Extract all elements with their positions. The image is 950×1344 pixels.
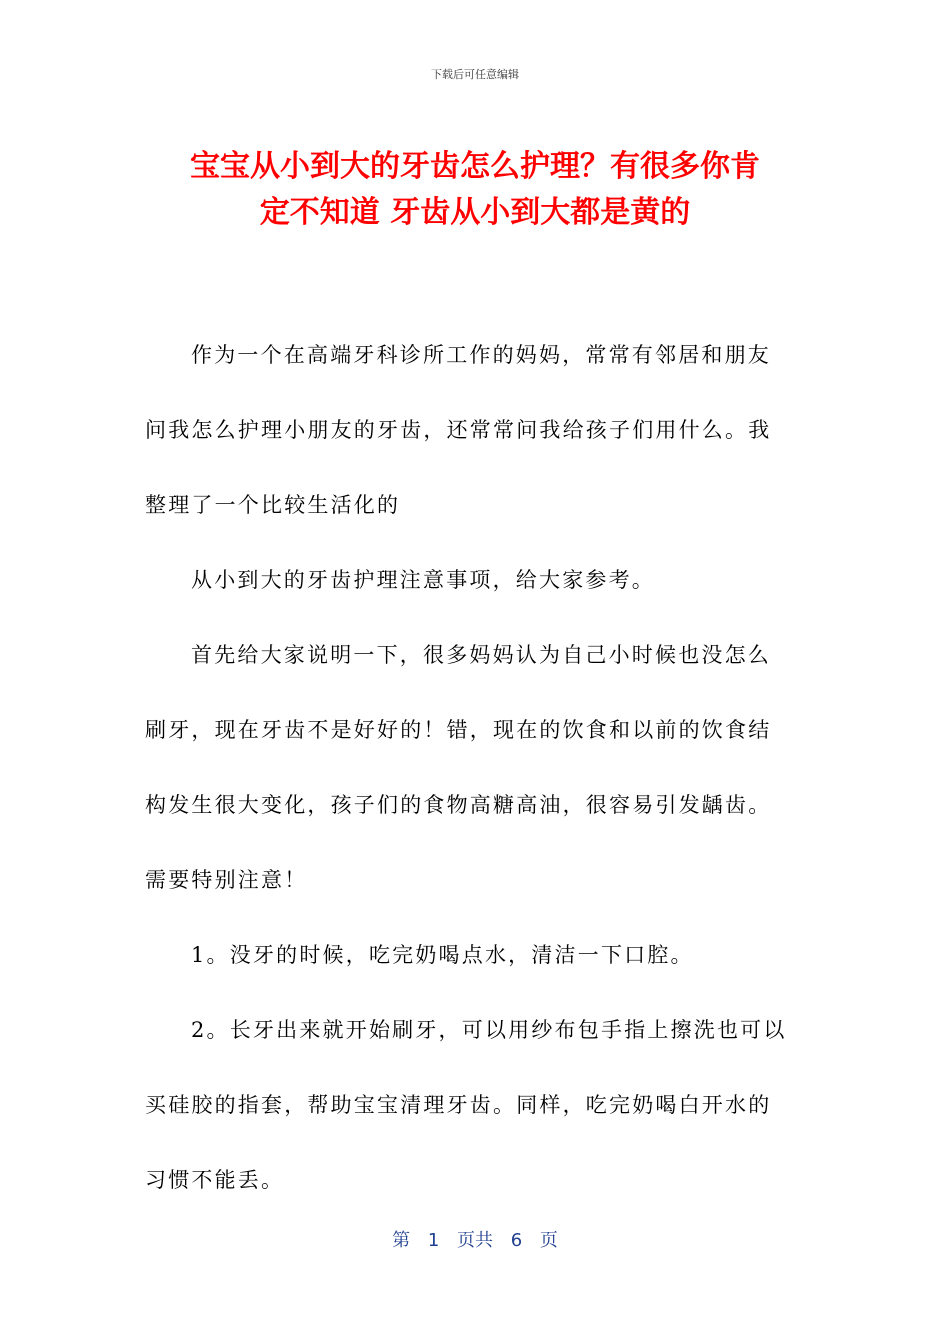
body-line: 作为一个在高端牙科诊所工作的妈妈，常常有邻居和朋友 [191, 343, 771, 367]
body-line: 刷牙，现在牙齿不是好好的！错，现在的饮食和以前的饮食结 [145, 718, 772, 742]
page-number-footer [0, 1226, 950, 1252]
body-line: 首先给大家说明一下，很多妈妈认为自己小时候也没怎么 [191, 643, 771, 667]
body-line: 2。长牙出来就开始刷牙，可以用纱布包手指上擦洗也可以 [191, 1018, 787, 1042]
body-line: 习惯不能丢。 [145, 1168, 285, 1192]
footer-total-pages: 6 [510, 1230, 523, 1251]
body-line: 1。没牙的时候，吃完奶喝点水，清洁一下口腔。 [191, 943, 694, 967]
body-line: 买硅胶的指套，帮助宝宝清理牙齿。同样，吃完奶喝白开水的 [145, 1093, 772, 1117]
title-line-1: 宝宝从小到大的牙齿怎么护理？有很多你肯 [190, 149, 760, 184]
body-line: 需要特别注意！ [145, 868, 308, 892]
body-line: 从小到大的牙齿护理注意事项，给大家参考。 [191, 568, 655, 592]
document-body [145, 318, 805, 1218]
footer-current-page: 1 [427, 1230, 440, 1251]
body-line: 构发生很大变化，孩子们的食物高糖高油，很容易引发龋齿。 [145, 793, 772, 817]
footer-prefix: 第 [392, 1230, 411, 1251]
footer-middle: 页共 [457, 1230, 493, 1251]
body-line: 问我怎么护理小朋友的牙齿，还常常问我给孩子们用什么。我 [145, 418, 772, 442]
header-note: 下载后可任意编辑 [431, 68, 519, 81]
body-line: 整理了一个比较生活化的 [145, 493, 401, 517]
title-line-2: 定不知道 牙齿从小到大都是黄的 [259, 195, 691, 230]
footer-suffix: 页 [539, 1230, 558, 1251]
document-title [120, 144, 830, 236]
